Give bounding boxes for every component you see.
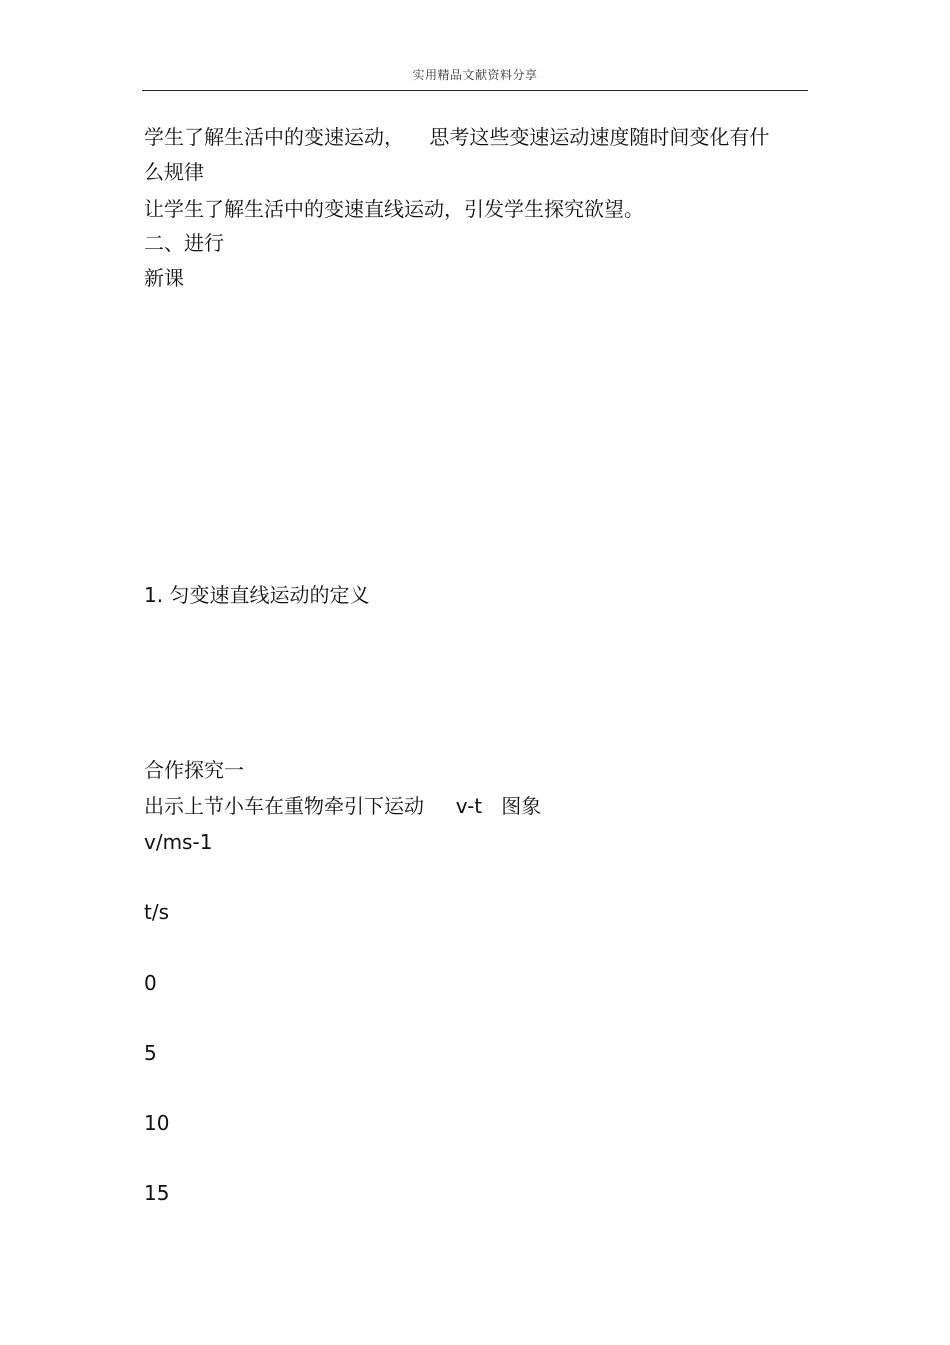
paragraph-line-3: 让学生了解生活中的变速直线运动，引发学生探究欲望。	[144, 197, 644, 221]
paragraph-line-2: 么规律	[144, 160, 204, 184]
page-header-title: 实用精品文献资料分享	[412, 68, 538, 82]
cooperation-description: 出示上节小车在重物牵引下运动 v-t 图象	[144, 794, 542, 818]
velocity-axis-label: v/ms-1	[144, 830, 213, 854]
cooperation-title: 合作探究一	[144, 758, 244, 782]
tick-label-10: 10	[144, 1111, 170, 1135]
tick-label-15: 15	[144, 1181, 170, 1205]
section-heading-new-lesson: 新课	[144, 266, 184, 290]
tick-label-5: 5	[144, 1041, 157, 1065]
tick-label-0: 0	[144, 971, 157, 995]
paragraph-line-1: 学生了解生活中的变速运动， 思考这些变速运动速度随时间变化有什	[144, 125, 770, 149]
header-divider	[142, 90, 808, 91]
time-axis-label: t/s	[144, 900, 169, 924]
section-heading-two: 二、进行	[144, 231, 224, 255]
definition-heading: 1. 匀变速直线运动的定义	[144, 583, 370, 607]
